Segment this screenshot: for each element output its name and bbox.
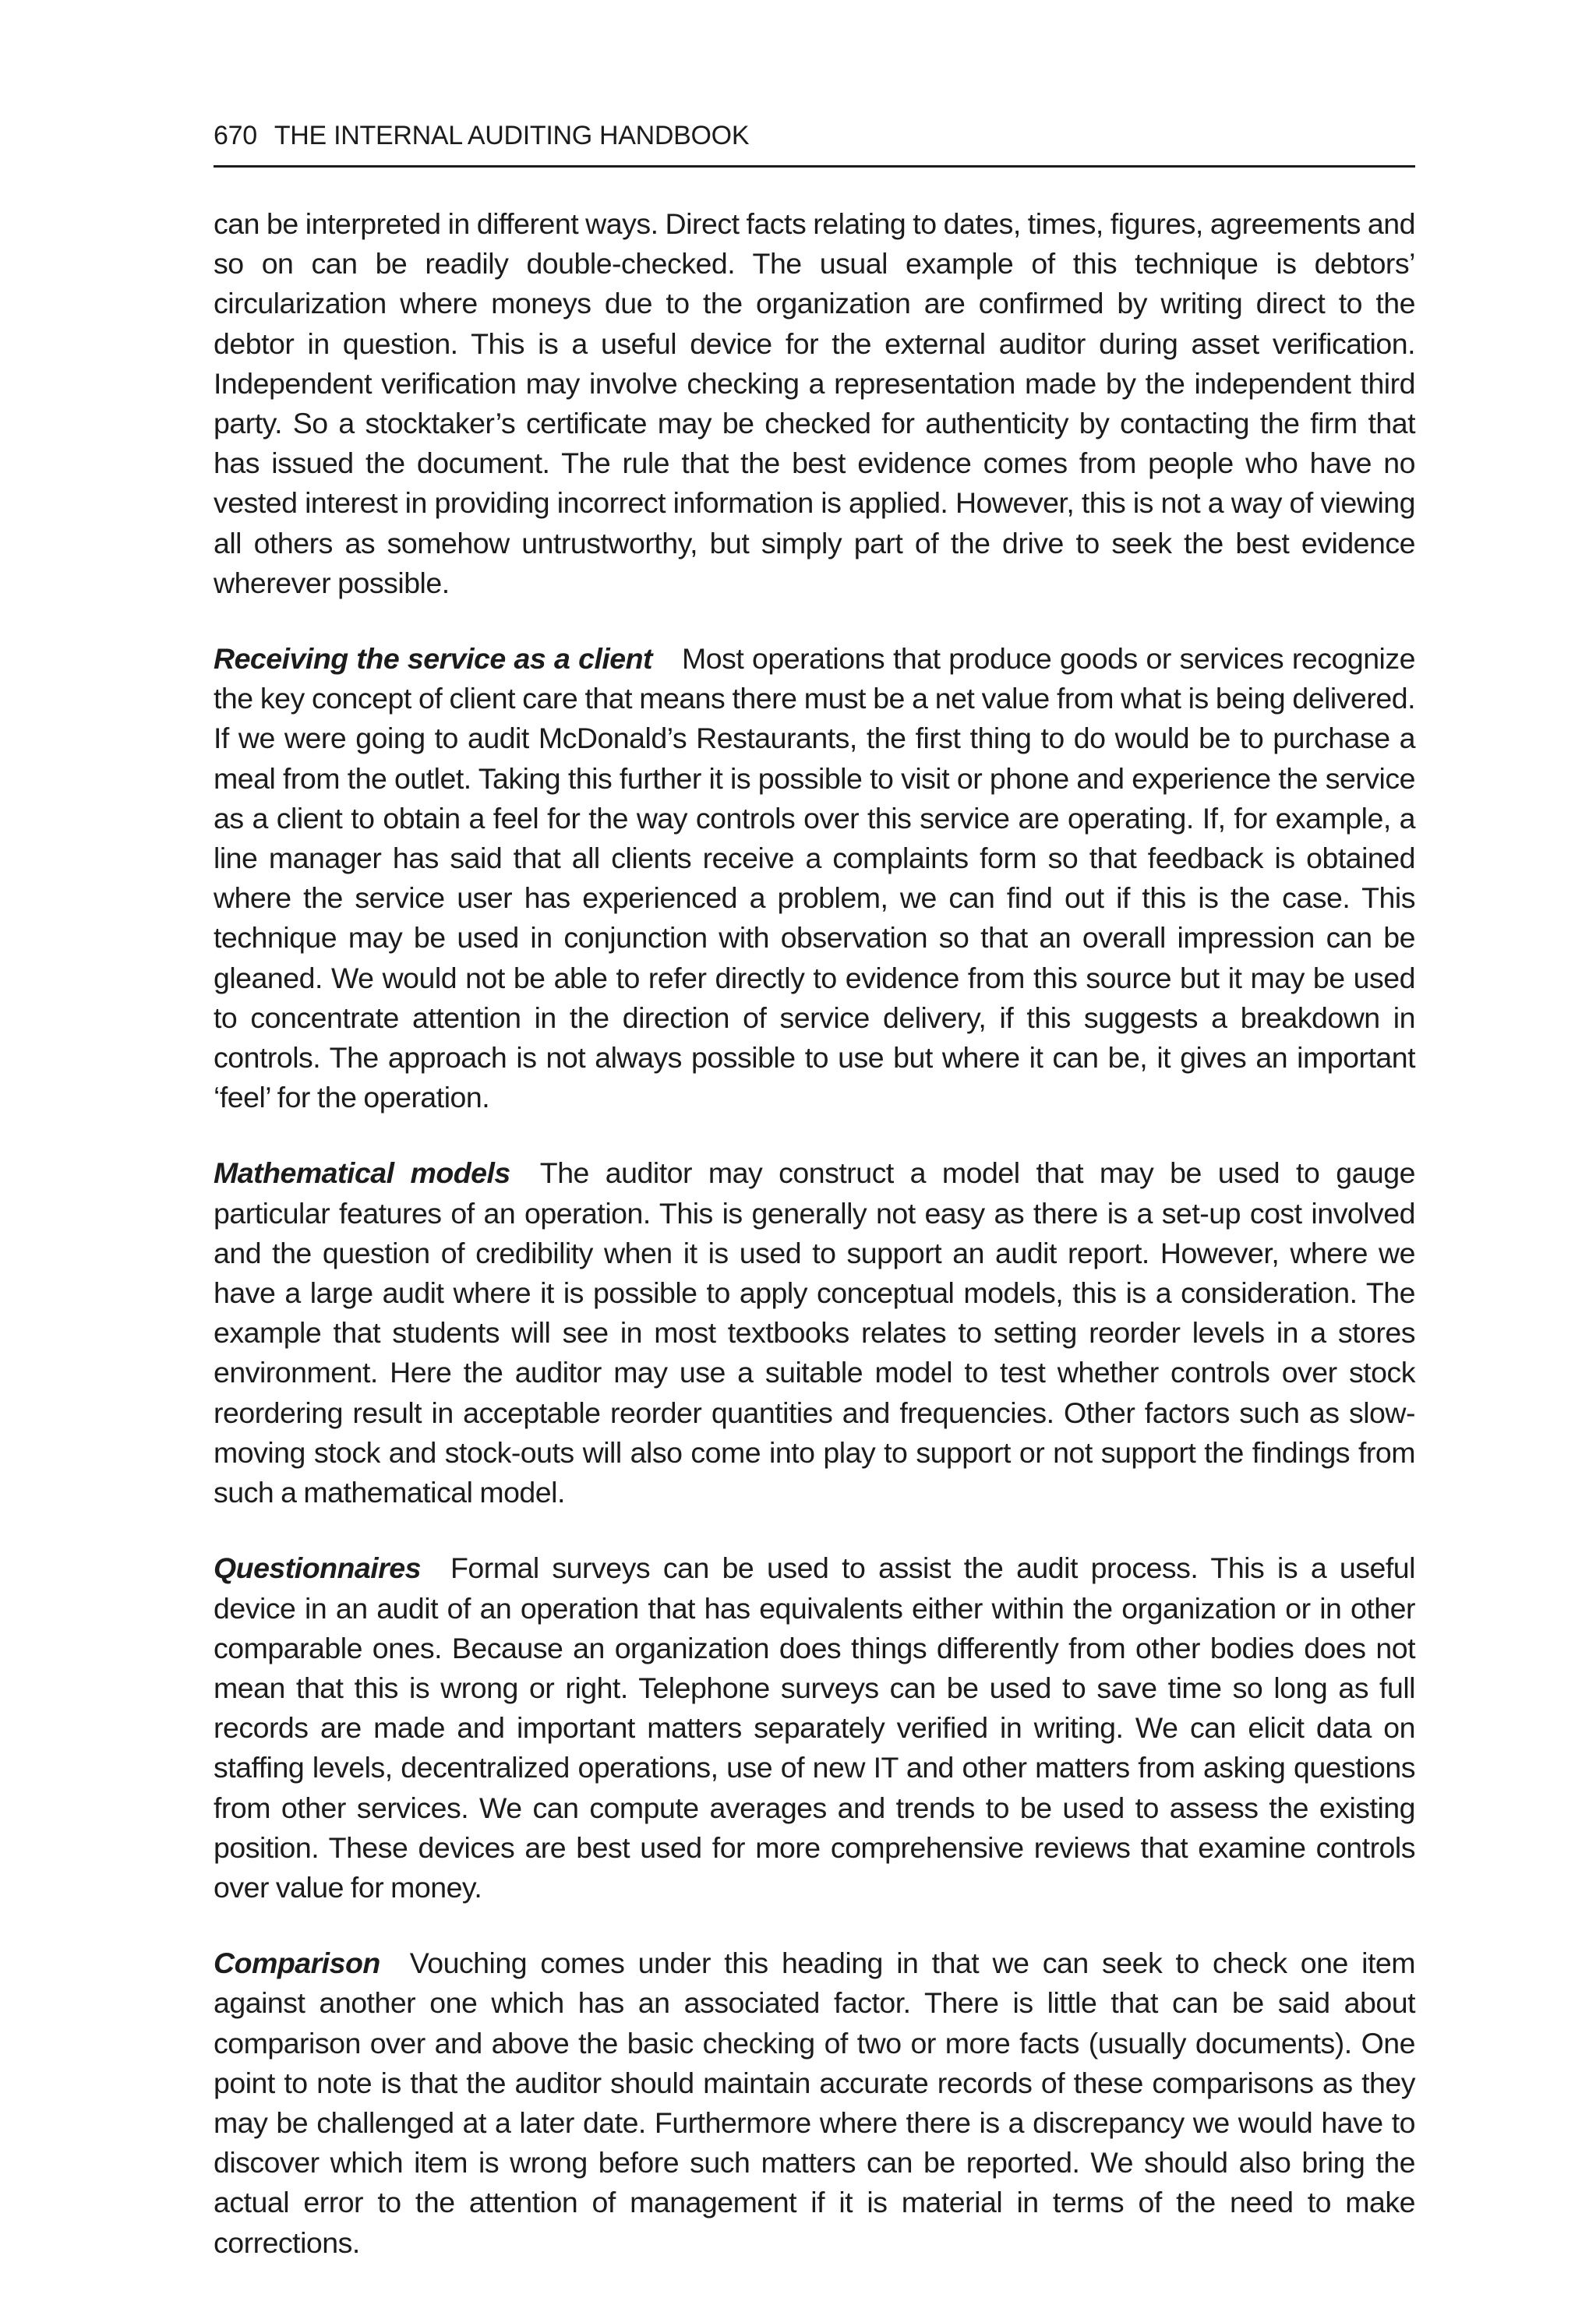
paragraph-text: Vouching comes under this heading in that we can seek to check one item against another one which has an associated factor. There is little that can be said about comparison over and above the basic checking of two or more facts (usually documents). One point to note is that the auditor should maintain accurate records of these comparisons as they may be challenged at a later date. Furthermore where there is a discrepancy we would have to discover which item is wrong before such matters can be reported. We should also bring the actual error to the attention of management if it is material in terms of the need to make corrections. — [214, 1947, 1415, 2259]
section-heading: Mathematical models — [214, 1156, 510, 1190]
section-heading: Questionnaires — [214, 1551, 421, 1585]
page-header — [214, 119, 1415, 168]
paragraph-text: Most operations that produce goods or services recognize the key concept of client care that means there must be a net value from what is being delivered. If we were going to audit McDonald’s Restaurants, the first thing to do would be to purchase a meal from the outlet. Taking this further it is possible to visit or phone and experience the service as a client to obtain a feel for the way controls over this service are operating. If, for example, a line manager has said that all clients receive a complaints form so that feedback is obtained where the service user has experienced a problem, we can find out if this is the case. This technique may be used in conjunction with observation so that an overall impression can be gleaned. We would not be able to refer directly to evidence from this source but it may be used to concentrate attention in the direction of service delivery, if this suggests a breakdown in controls. The approach is not always possible to use but where it can be, it gives an important ‘feel’ for the operation. — [214, 642, 1415, 1114]
paragraph-text: The auditor may construct a model that may be used to gauge particular features of an operation. This is generally not easy as there is a set-up cost involved and the question of credibility when it is used to support an audit report. However, where we have a large audit where it is possible to apply conceptual models, this is a consideration. The example that students will see in most textbooks relates to setting reorder levels in a stores environment. Here the auditor may use a suitable model to test whether controls over stock reordering result in acceptable reorder quantities and frequencies. Other factors such as slow-moving stock and stock-outs will also come into play to support or not support the findings from such a mathematical model. — [214, 1156, 1415, 1509]
paragraph-receiving-service — [214, 639, 1415, 1117]
paragraph-text: Formal surveys can be used to assist the audit process. This is a useful device in an audit of an operation that has equivalents either within the organization or in other comparable ones. Because an organization does things differently from other bodies does not mean that this is wrong or right. Telephone surveys can be used to save time so long as full records are made and important matters separately verified in writing. We can elicit data on staffing levels, decentralized operations, use of new IT and other matters from asking questions from other services. We can compute averages and trends to be used to assess the existing position. These devices are best used for more comprehensive reviews that examine controls over value for money. — [214, 1551, 1415, 1904]
paragraph-mathematical-models — [214, 1153, 1415, 1512]
paragraph-comparison — [214, 1943, 1415, 2263]
section-heading: Receiving the service as a client — [214, 642, 653, 676]
body-text — [214, 204, 1415, 2263]
paragraph-evidence-verification — [214, 204, 1415, 603]
page-number: 670 — [214, 121, 257, 150]
paragraph-questionnaires — [214, 1548, 1415, 1908]
section-heading: Comparison — [214, 1947, 380, 1980]
paragraph-text: can be interpreted in different ways. Direct facts relating to dates, times, figures, agreements and so on can be readily double-checked. The usual example of this technique is debtors’ circularization where moneys due to the organization are confirmed by writing direct to the debtor in question. This is a useful device for the external auditor during asset verification. Independent verification may involve checking a representation made by the independent third party. So a stocktaker’s certificate may be checked for authenticity by contacting the firm that has issued the document. The rule that the best evidence comes from people who have no vested interest in providing incorrect information is applied. However, this is not a way of viewing all others as somehow untrustworthy, but simply part of the drive to seek the best evidence wherever possible. — [214, 207, 1415, 599]
running-header — [214, 121, 749, 151]
running-title: THE INTERNAL AUDITING HANDBOOK — [274, 121, 750, 150]
